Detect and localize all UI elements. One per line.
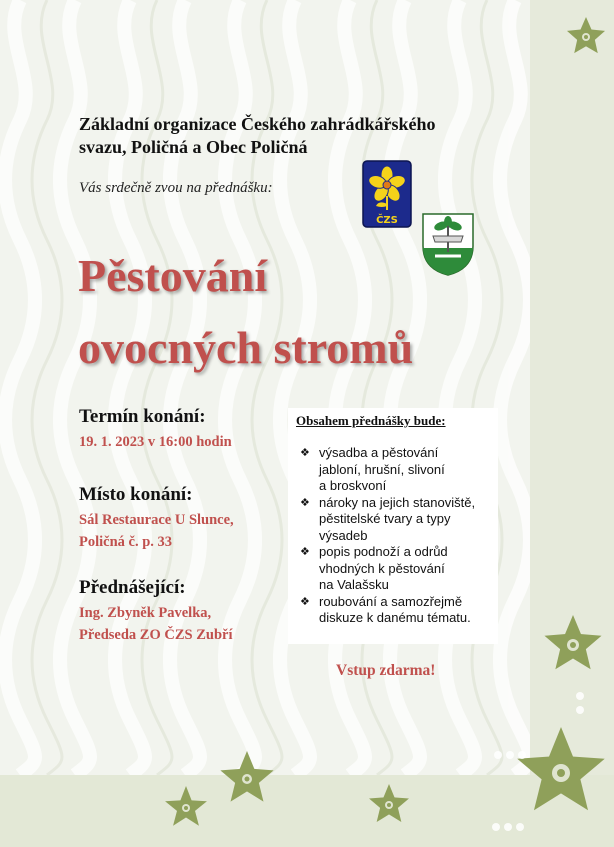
czs-flower-emblem-icon bbox=[362, 160, 412, 228]
place-line-1: Sál Restaurace U Slunce, bbox=[79, 512, 234, 528]
date-value: 19. 1. 2023 v 16:00 hodin bbox=[79, 434, 232, 450]
diamond-bullet-icon: ❖ bbox=[300, 496, 310, 509]
diamond-bullet-icon: ❖ bbox=[300, 546, 310, 558]
flower-icon bbox=[366, 782, 412, 828]
flower-icon bbox=[563, 14, 609, 60]
list-item-line: popis podnoží a odrůd bbox=[319, 544, 448, 559]
list-item-line: výsadeb bbox=[319, 527, 368, 543]
list-item bbox=[300, 594, 500, 627]
czs-logo-text: ČZS bbox=[376, 215, 398, 226]
list-item-line: pěstitelské tvary a typy bbox=[319, 511, 451, 526]
place-value bbox=[79, 509, 234, 553]
list-item-line: diskuze k danému tématu. bbox=[319, 610, 471, 625]
list-item bbox=[300, 544, 500, 594]
lecturer-line-1: Ing. Zbyněk Pavelka, bbox=[79, 605, 212, 621]
list-item-line: a broskvoní bbox=[319, 478, 387, 493]
lecture-title-line-2: ovocných stromů bbox=[78, 322, 414, 373]
diamond-bullet-icon: ❖ bbox=[300, 447, 310, 459]
flower-icon bbox=[512, 724, 610, 822]
list-item bbox=[300, 495, 500, 545]
list-item-line: výsadba a pěstování bbox=[319, 445, 439, 460]
lecturer-label: Přednášející: bbox=[79, 577, 186, 598]
organization-heading bbox=[79, 113, 519, 159]
invitation-text: Vás srdečně zvou na přednášku: bbox=[79, 180, 273, 196]
list-item-line: na Valašsku bbox=[319, 577, 389, 592]
organization-line-2: svazu, Poličná a Obec Poličná bbox=[79, 137, 308, 157]
free-entry-notice: Vstup zdarma! bbox=[336, 662, 436, 679]
list-item-line: jabloní, hrušní, slivoní bbox=[319, 461, 445, 477]
lecture-title bbox=[78, 240, 538, 384]
list-item bbox=[300, 445, 500, 495]
decorative-dots bbox=[492, 748, 532, 762]
place-line-2: Poličná č. p. 33 bbox=[79, 534, 173, 550]
lecturer-line-2: Předseda ZO ČZS Zubří bbox=[79, 627, 233, 643]
date-label: Termín konání: bbox=[79, 406, 206, 427]
list-item-line: vhodných k pěstování bbox=[319, 560, 445, 576]
organization-line-1: Základní organizace Českého zahrádkářského bbox=[79, 114, 436, 134]
decorative-dots bbox=[490, 820, 534, 834]
place-label: Místo konání: bbox=[79, 484, 193, 505]
lecture-title-line-1: Pěstování bbox=[78, 250, 268, 301]
diamond-bullet-icon: ❖ bbox=[300, 595, 310, 608]
list-item-line: roubování a samozřejmě bbox=[319, 593, 463, 609]
lecturer-value bbox=[79, 602, 232, 646]
flower-icon bbox=[216, 748, 278, 810]
flower-icon bbox=[162, 784, 210, 832]
content-list bbox=[300, 445, 500, 627]
decorative-dots bbox=[570, 690, 590, 722]
content-heading: Obsahem přednášky bude: bbox=[296, 413, 446, 428]
flower-icon bbox=[540, 612, 606, 678]
list-item-line: nároky na jejich stanoviště, bbox=[319, 494, 476, 510]
